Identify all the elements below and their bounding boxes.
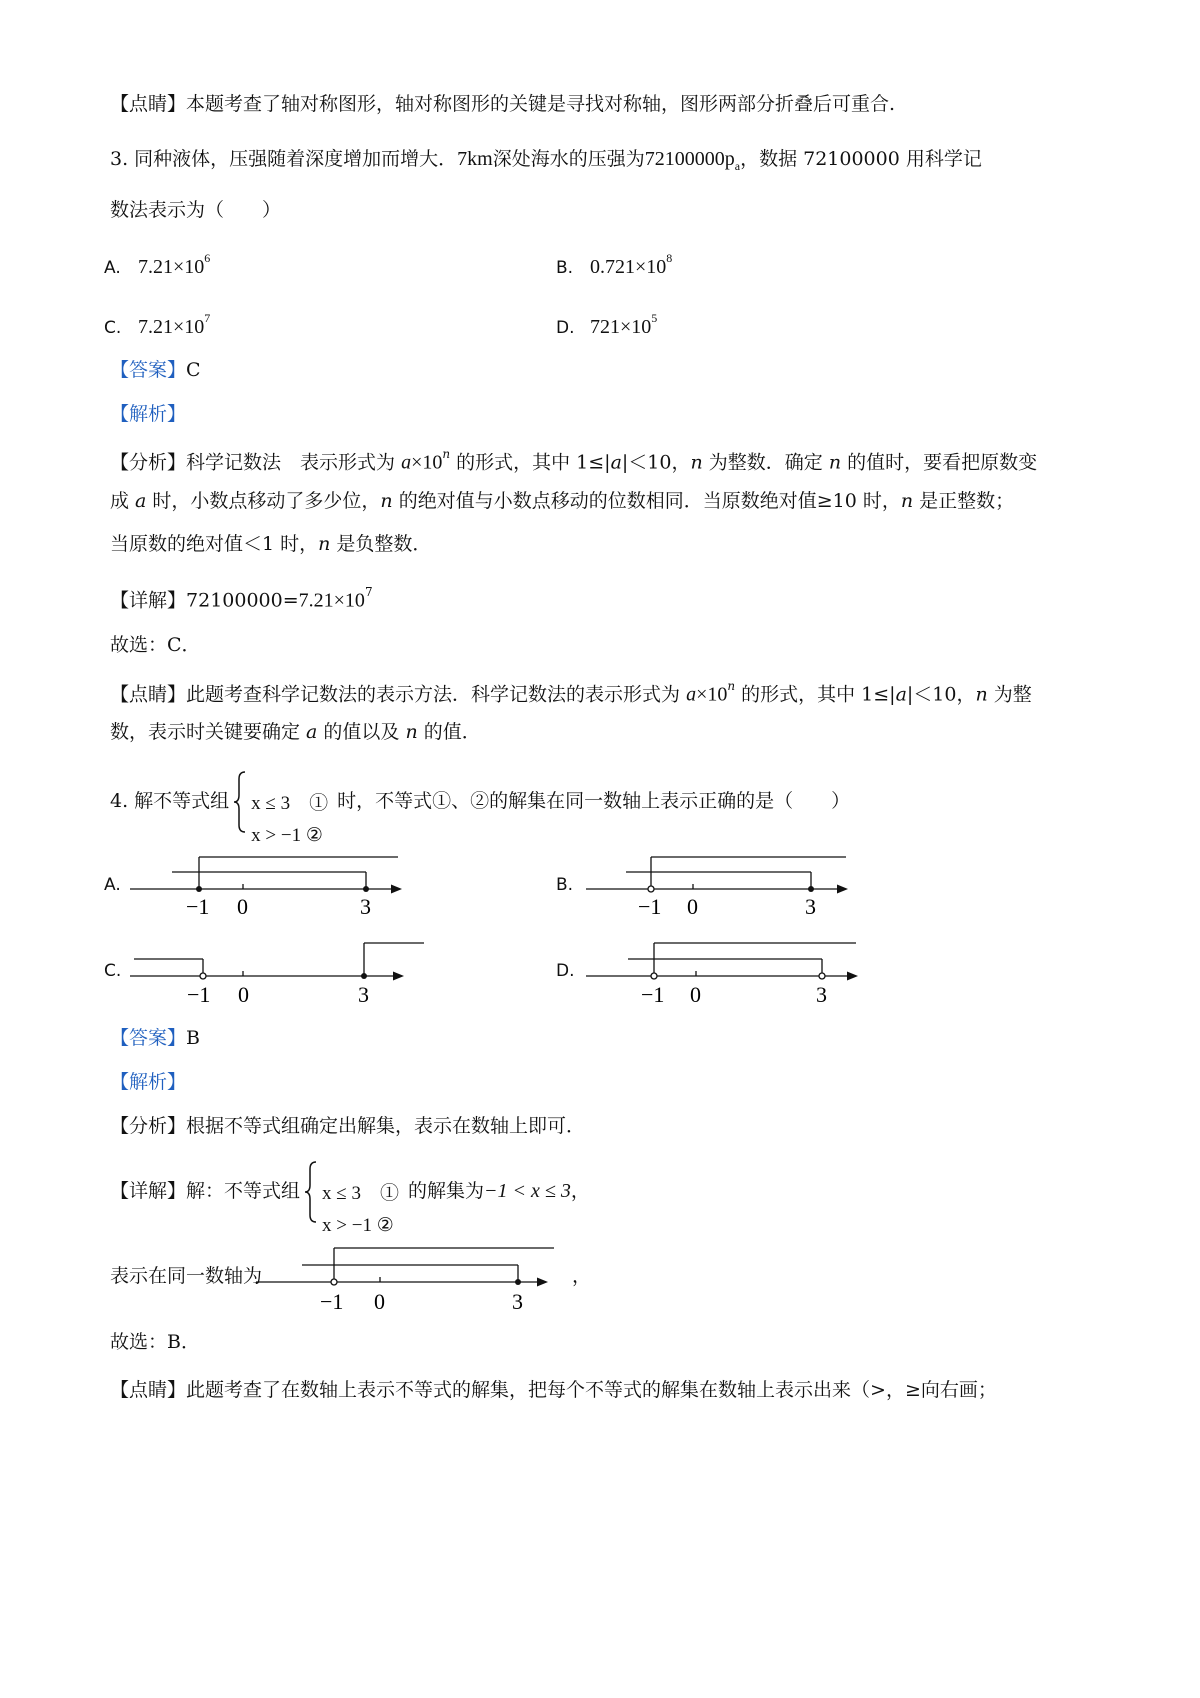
q3-stem-part: 3. 同种液体，压强随着深度增加而增大． [110,148,458,170]
q4-biaoshi-end: ， [572,1265,592,1287]
q3-depth: 7km [457,148,493,170]
option-letter: D. [556,317,575,338]
tick-label: 3 [805,894,816,919]
tick-label: 0 [237,894,248,919]
q3-option-d[interactable] [556,307,657,342]
inequality-system-solution [304,1161,404,1236]
tick-label: 3 [512,1289,523,1314]
answer-tag: 【答案】 [110,1027,187,1049]
inequality-1: x ≤ 3 ① [322,1183,399,1204]
q4-stem-part: 时，不等式①、②的解集在同一数轴上表示正确的是（ ） [337,790,851,812]
q3-stem-line1 [110,145,982,180]
option-value: $721\times 10^5$ [590,311,658,338]
q4-fenxi: 【分析】根据不等式组确定出解集，表示在数轴上即可． [110,1115,586,1137]
tick-label: 3 [360,894,371,919]
q4-option-b-letter[interactable]: B. [556,875,574,895]
option-letter: A. [104,257,121,278]
q3-option-b[interactable] [556,247,672,282]
q4-xiangjie: 【详解】解：不等式组 x ≤ 3 ① x > −1 ② 的解集为−1 < x ≤ 3， [110,1160,590,1223]
q3-fenxi-line3: 当原数的绝对值＜1 时，n 是负整数． [110,533,432,555]
brace-icon [304,1161,318,1223]
q3-fenxi-line2: 成 a 时，小数点移动了多少位，n 的绝对值与小数点移动的位数相同．当原数绝对值≥10 时，n 是正整数； [110,490,1015,512]
q3-guxuan: 故选：C． [110,634,201,656]
q4-answer [110,1024,200,1052]
tick-label: 0 [374,1289,385,1314]
q3-pressure: $72100000p_a$ [644,148,741,173]
q3-fenxi-line1: 【分析】科学记数法 表示形式为 $a\times 10^n$ 的形式，其中 1≤|a|＜10，n 为整数．确定 n 的值时，要看把原数变 [110,447,1038,474]
number-line-b[interactable] [586,845,866,920]
option-value: $7.21\times 10^6$ [138,251,211,278]
q4-stem-part: 4. 解不等式组 [110,790,230,812]
tick-label: −1 [187,982,211,1007]
q3-stem-line2: 数法表示为（ ） [110,199,282,221]
q4-guxuan: 故选：B． [110,1331,200,1353]
tick-label: −1 [641,982,665,1007]
number-line-c[interactable] [130,930,430,1010]
inequality-1: x ≤ 3 ① [251,793,329,814]
q4-stem [110,770,851,846]
q4-dianjing: 【点睛】此题考查了在数轴上表示不等式的解集，把每个不等式的解集在数轴上表示出来（>，≥向右画； [110,1379,997,1401]
number-line-solution [256,1234,576,1314]
option-value: $0.721\times 10^8$ [590,251,673,278]
inequality-system [233,771,333,846]
inequality-2: x > −1 ② [251,825,323,846]
q4-option-d-letter[interactable]: D. [556,961,575,981]
option-value: $7.21\times 10^7$ [138,311,211,338]
q4-option-c-letter[interactable]: C. [104,961,122,981]
dianjing-tag: 【点睛】 [110,93,187,115]
q4-jiexi-tag: 【解析】 [110,1071,187,1093]
dianjing-text: 本题考查了轴对称图形，轴对称图形的关键是寻找对称轴，图形两部分折叠后可重合. [186,93,896,115]
option-letter: B. [556,257,574,278]
tick-label: −1 [638,894,662,919]
answer-value: B [186,1027,200,1049]
q3-dianjing-line2: 数，表示时关键要确定 a 的值以及 n 的值． [110,721,481,743]
answer-tag: 【答案】 [110,359,187,381]
q4-biaoshi-label: 表示在同一数轴为 [110,1265,263,1287]
q4-option-a-letter[interactable]: A. [104,875,121,895]
tick-label: −1 [186,894,210,919]
brace-icon [233,771,247,833]
prev-dianjing-line [110,90,895,118]
tick-label: 0 [690,982,701,1007]
q3-stem-part: ，数据 72100000 用科学记 [740,148,982,170]
tick-label: 3 [358,982,369,1007]
number-line-a[interactable] [130,845,410,920]
option-letter: C. [104,317,122,338]
tick-label: 0 [687,894,698,919]
number-line-d[interactable] [586,930,876,1010]
inequality-2: x > −1 ② [322,1215,394,1236]
tick-label: 3 [816,982,827,1007]
tick-label: −1 [320,1289,344,1314]
solution-set: −1 < x ≤ 3 [484,1180,571,1202]
q3-option-a[interactable] [104,247,210,282]
q3-xiangjie: 【详解】$72100000=7.21\times 10^7$ [110,585,373,612]
q3-jiexi-tag: 【解析】 [110,403,187,425]
q3-answer [110,356,201,384]
answer-value: C [186,359,201,381]
q3-dianjing-line1: 【点睛】此题考查科学记数法的表示方法．科学记数法的表示形式为 $a\times 10^n$ 的形式，其中 1≤|a|＜10，n 为整 [110,679,1032,706]
q3-stem-part: 深处海水的压强为 [492,148,645,170]
tick-label: 0 [238,982,249,1007]
q3-option-c[interactable] [104,307,210,342]
